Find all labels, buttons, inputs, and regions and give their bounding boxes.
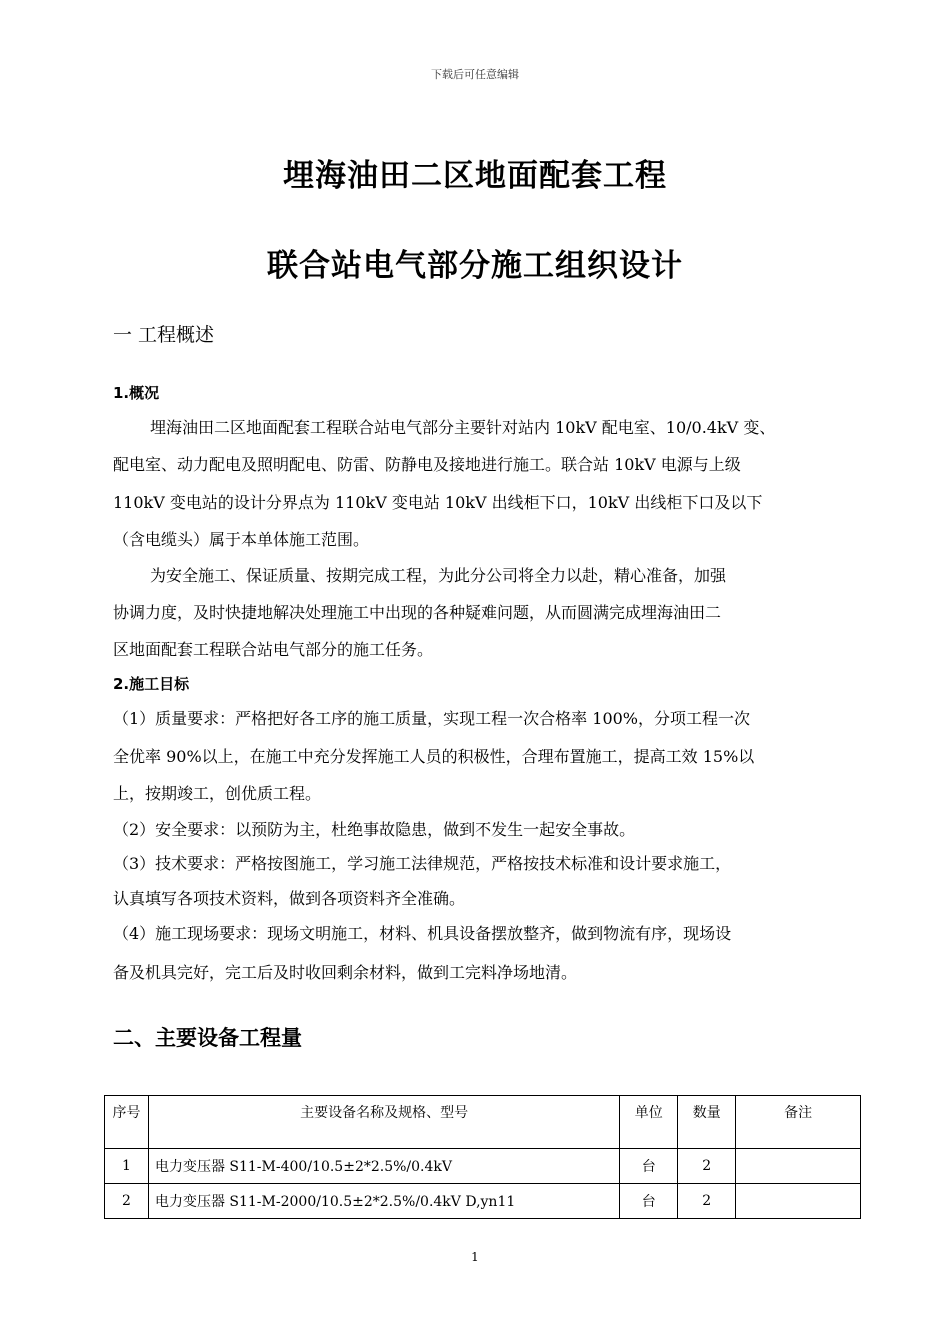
- table-row: [105, 1184, 861, 1219]
- document-title-line-1: 埋海油田二区地面配套工程: [283, 158, 667, 194]
- paragraph-line: 配电室、动力配电及照明配电、防雷、防静电及接地进行施工。联合站 10kV 电源与上级: [113, 455, 741, 474]
- paragraph-line: 协调力度，及时快捷地解决处理施工中出现的各种疑难问题，从而圆满完成埋海油田二: [113, 603, 722, 622]
- paragraph-line: 上，按期竣工，创优质工程。: [113, 784, 322, 803]
- header-unit: 单位: [620, 1096, 678, 1149]
- cell-index: 1: [105, 1149, 149, 1184]
- paragraph-line: 为安全施工、保证质量、按期完成工程，为此分公司将全力以赴，精心准备，加强: [150, 566, 727, 585]
- equipment-table: [104, 1095, 861, 1219]
- paragraph-line: （4）施工现场要求：现场文明施工，材料、机具设备摆放整齐，做到物流有序，现场设: [113, 924, 732, 943]
- table-header-row: [105, 1096, 861, 1149]
- subsection-goals-heading: 2.施工目标: [113, 675, 190, 693]
- cell-index: 2: [105, 1184, 149, 1219]
- cell-remarks: [736, 1149, 861, 1184]
- cell-unit: 台: [620, 1184, 678, 1219]
- cell-remarks: [736, 1184, 861, 1219]
- header-index: 序号: [105, 1096, 149, 1149]
- paragraph-line: 区地面配套工程联合站电气部分的施工任务。: [113, 640, 434, 659]
- paragraph-line: 认真填写各项技术资料，做到各项资料齐全准确。: [113, 889, 466, 908]
- page-header-note: 下载后可任意编辑: [431, 68, 519, 81]
- section-1-heading: 一 工程概述: [113, 324, 215, 346]
- document-title-line-2: 联合站电气部分施工组织设计: [267, 248, 683, 284]
- paragraph-line: （2）安全要求：以预防为主，杜绝事故隐患，做到不发生一起安全事故。: [113, 820, 636, 839]
- page-number: 1: [471, 1250, 479, 1264]
- cell-quantity: 2: [678, 1149, 736, 1184]
- cell-quantity: 2: [678, 1184, 736, 1219]
- paragraph-line: 全优率 90%以上，在施工中充分发挥施工人员的积极性，合理布置施工，提高工效 15%以: [113, 747, 755, 766]
- paragraph-line: 埋海油田二区地面配套工程联合站电气部分主要针对站内 10kV 配电室、10/0.4kV 变、: [150, 418, 776, 437]
- paragraph-line: （3）技术要求：严格按图施工，学习施工法律规范，严格按技术标准和设计要求施工，: [113, 854, 732, 873]
- cell-equipment: 电力变压器 S11-M-400/10.5±2*2.5%/0.4kV: [148, 1149, 619, 1184]
- cell-unit: 台: [620, 1149, 678, 1184]
- subsection-overview-heading: 1.概况: [113, 384, 160, 402]
- table-row: [105, 1149, 861, 1184]
- section-2-heading: 二、主要设备工程量: [113, 1026, 302, 1050]
- header-remarks: 备注: [736, 1096, 861, 1149]
- paragraph-line: （1）质量要求：严格把好各工序的施工质量，实现工程一次合格率 100%，分项工程一次: [113, 709, 751, 728]
- paragraph-line: 备及机具完好，完工后及时收回剩余材料，做到工完料净场地清。: [113, 963, 578, 982]
- cell-equipment: 电力变压器 S11-M-2000/10.5±2*2.5%/0.4kV D,yn11: [148, 1184, 619, 1219]
- header-equipment: 主要设备名称及规格、型号: [148, 1096, 619, 1149]
- header-quantity: 数量: [678, 1096, 736, 1149]
- paragraph-line: （含电缆头）属于本单体施工范围。: [113, 530, 370, 549]
- paragraph-line: 110kV 变电站的设计分界点为 110kV 变电站 10kV 出线柜下口，10kV 出线柜下口及以下: [113, 493, 763, 512]
